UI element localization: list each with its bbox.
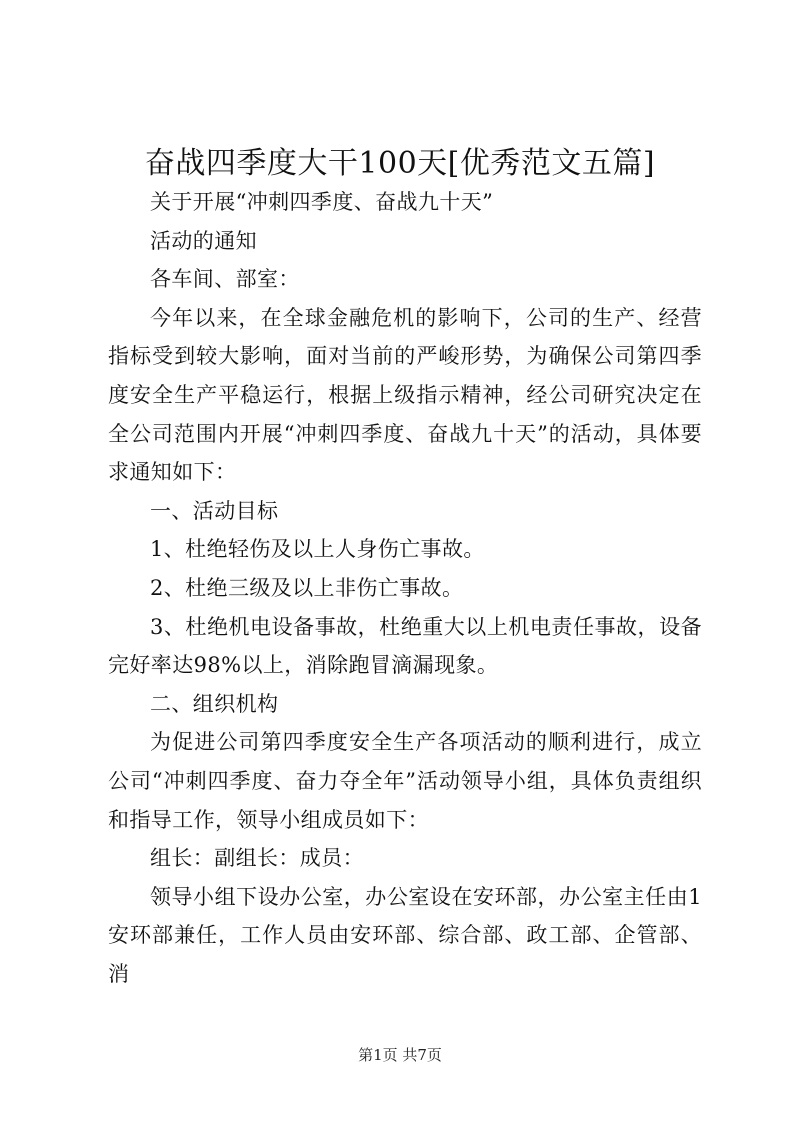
goal-item-1: 1、杜绝轻伤及以上人身伤亡事故。 — [150, 537, 485, 562]
paragraph-intro: 今年以来，在全球金融危机的影响下，公司的生产、经营指标受到较大影响，面对当前的严峻形势，为确保公司第四季度安全生产平稳运行，根据上级指示精神，经公司研究决定在全公司范围内开展“冲刺四季度、奋战九十天”的活动，具体要求通知如下： — [108, 305, 702, 485]
paragraph-office: 领导小组下设办公室，办公室设在安环部，办公室主任由1安环部兼任，工作人员由安环部、综合部、政工部、企管部、消 — [108, 884, 702, 986]
paragraph-notice-heading-2: 活动的通知 — [150, 228, 257, 253]
document-title: 奋战四季度大干100天[优秀范文五篇] — [144, 146, 656, 181]
section-heading-goals: 一、活动目标 — [150, 498, 279, 523]
paragraph-members: 组长：副组长：成员： — [150, 846, 364, 871]
paragraph-organization: 为促进公司第四季度安全生产各项活动的顺利进行，成立公司“冲刺四季度、奋力夺全年”活动领导小组，具体负责组织和指导工作，领导小组成员如下： — [108, 730, 702, 832]
goal-item-3: 3、杜绝机电设备事故，杜绝重大以上机电责任事故，设备完好率达98%以上，消除跑冒滴漏现象。 — [108, 614, 702, 678]
paragraph-salutation: 各车间、部室： — [150, 267, 300, 292]
page-footer: 第1页 共7页 — [358, 1046, 442, 1064]
paragraph-notice-heading-1: 关于开展“冲刺四季度、奋战九十天” — [150, 190, 494, 214]
section-heading-organization: 二、组织机构 — [150, 691, 279, 716]
goal-item-2: 2、杜绝三级及以上非伤亡事故。 — [150, 575, 464, 600]
document-body — [108, 183, 702, 993]
